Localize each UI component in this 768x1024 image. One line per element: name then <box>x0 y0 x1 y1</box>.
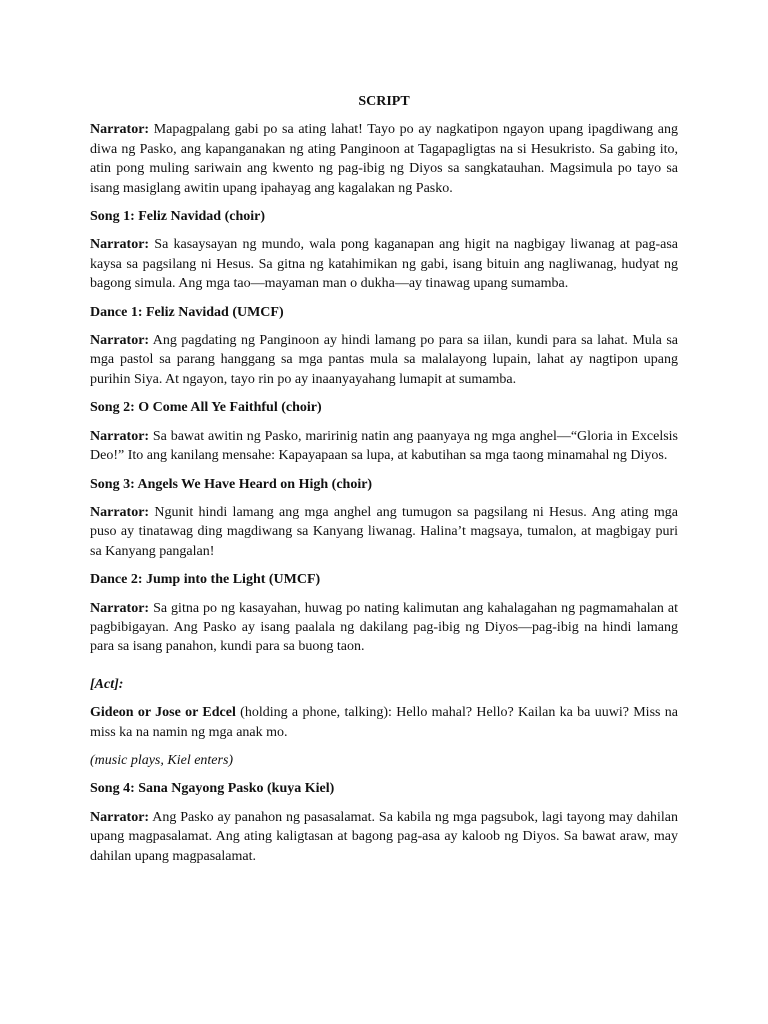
narrator-paragraph-6 <box>90 599 678 657</box>
dance-heading-1: Dance 1: Feliz Navidad (UMCF) <box>90 304 284 320</box>
narrator-paragraph-4 <box>90 427 678 466</box>
paragraph-text: Sa bawat awitin ng Pasko, maririnig natin ang paanyaya ng mga anghel—“Gloria in Excelsis Deo!” Ito ang kanilang mensahe: Kapayapaan sa lupa, at kabutihan sa mga taong minamahal ng Diyos. <box>90 428 678 464</box>
speaker-label: Narrator: <box>90 122 150 138</box>
narrator-paragraph-5 <box>90 503 678 561</box>
speaker-label: Narrator: <box>90 333 150 349</box>
paragraph-text: (holding a phone, talking): Hello mahal? Hello? Kailan ka ba uuwi? Miss na miss ka na namin ng mga anak mo. <box>90 705 678 740</box>
paragraph-text: Ang pagdating ng Panginoon ay hindi lamang po para sa iilan, kundi para sa lahat. Mula sa mga pastol sa parang hanggang sa mga pantas mula sa malalayong lupain, lahat ay nagtipon upang purihin Siya. At ngayon, tayo rin po ay inaanyayahang lumapit at sumamba. <box>90 333 678 387</box>
song-heading-4: Song 4: Sana Ngayong Pasko (kuya Kiel) <box>90 781 335 797</box>
stage-direction: (music plays, Kiel enters) <box>90 752 234 768</box>
speaker-label: Narrator: <box>90 504 150 520</box>
narrator-paragraph-1 <box>90 120 678 198</box>
song-heading-3: Song 3: Angels We Have Heard on High (choir) <box>90 476 373 492</box>
speaker-label: Narrator: <box>90 428 150 444</box>
song-heading-1: Song 1: Feliz Navidad (choir) <box>90 209 265 225</box>
speaker-label: Narrator: <box>90 809 150 825</box>
paragraph-text: Sa kasaysayan ng mundo, wala pong kaganapan ang higit na nagbigay liwanag at pag-asa kaysa sa pagsilang ni Hesus. Sa gitna ng katahimikan ng gabi, isang bituin ang nagliwanag, hudyat ng bagong simula. Ang mga tao—mayaman man o dukha—ay tinawag upang sumamba. <box>90 237 678 292</box>
act-heading: [Act]: <box>90 676 124 692</box>
paragraph-text: Ang Pasko ay panahon ng pasasalamat. Sa kabila ng mga pagsubok, lagi tayong may dahilan upang magpasalamat. Ang ating kaligtasan at bagong pag-asa ay kaloob ng Diyos. Sa bawat araw, may dahilan upang magpasalamat. <box>90 809 678 864</box>
speaker-label: Gideon or Jose or Edcel <box>90 705 236 721</box>
paragraph-text: Mapagpalang gabi po sa ating lahat! Tayo po ay nagkatipon ngayon upang ipagdiwang ang diwa ng Pasko, ang kapanganakan ng ating Panginoon at Tagapagligtas na si Hesukristo. Sa gabing ito, atin pong muling sariwain ang kwento ng pag-ibig ng Diyos sa sangkatauhan. Magsimula po tayo sa isang masiglang awitin upang ipahayag ang kagalakan ng Pasko. <box>90 122 678 196</box>
paragraph-text: Sa gitna po ng kasayahan, huwag po nating kalimutan ang kahalagahan ng pagmamahalan at pagbibigayan. Ang Pasko ay isang paalala ng dakilang pag-ibig ng Diyos—pag-ibig na hindi lamang para sa isang panahon, kundi para sa buong taon. <box>90 600 678 655</box>
narrator-paragraph-7 <box>90 808 678 866</box>
speaker-label: Narrator: <box>90 600 150 616</box>
document-page <box>90 92 678 875</box>
narrator-paragraph-3 <box>90 331 678 389</box>
document-title: SCRIPT <box>358 94 410 109</box>
dialogue-paragraph <box>90 703 678 742</box>
narrator-paragraph-2 <box>90 235 678 293</box>
speaker-label: Narrator: <box>90 237 150 253</box>
paragraph-text: Ngunit hindi lamang ang mga anghel ang tumugon sa pagsilang ni Hesus. Ang ating mga puso ay tinatawag ding magdiwang sa Kanyang liwanag. Halina’t magsaya, tumalon, at magbigay puri sa Kanyang pangalan! <box>90 504 678 559</box>
dance-heading-2: Dance 2: Jump into the Light (UMCF) <box>90 572 321 588</box>
song-heading-2: Song 2: O Come All Ye Faithful (choir) <box>90 400 322 416</box>
